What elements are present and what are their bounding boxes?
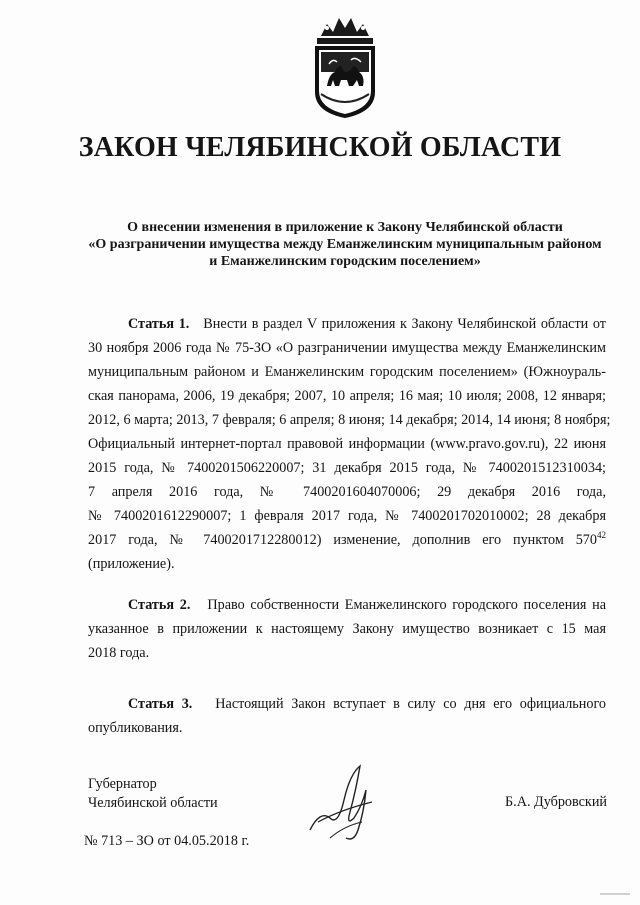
subject-line: и Еманжелинским городским поселением» xyxy=(209,254,481,269)
article-line: Официальный интернет-портал правовой информации (www.pravo.gov.ru), 22 июня xyxy=(88,436,606,452)
article-text: 2017 года, № 7400201712280012) изменение, дополнив его пунктом 570 xyxy=(88,532,597,548)
article-line xyxy=(88,312,606,336)
article-heading: Статья 2. xyxy=(128,597,191,613)
scan-artifact xyxy=(600,893,630,895)
chelyabinsk-coat-of-arms-icon xyxy=(307,14,383,120)
article-text: Право собственности Еманжелинского городского поселения на xyxy=(207,597,606,613)
article-2 xyxy=(88,593,606,665)
article-line: 2012, 6 марта; 2013, 7 февраля; 6 апреля; 8 июня; 14 декабря; 2014, 14 июня; 8 ноября; xyxy=(88,412,611,428)
article-text: Настоящий Закон вступает в силу со дня его официального xyxy=(215,696,607,712)
governor-name: Б.А. Дубровский xyxy=(505,794,608,810)
article-line: 30 ноября 2006 года № 75-ЗО «О разграничении имущества между Еманжелинским xyxy=(88,340,606,356)
article-line: 2018 года. xyxy=(88,645,150,661)
article-line: муниципальным районом и Еманжелинским городским поселением» (Южноураль- xyxy=(88,364,606,380)
article-heading: Статья 3. xyxy=(128,696,193,712)
governor-title-line: Челябинской области xyxy=(88,795,218,811)
article-heading: Статья 1. xyxy=(128,316,190,332)
article-line: опубликования. xyxy=(88,720,183,736)
subject-line: «О разграничении имущества между Еманжелинским муниципальным районом xyxy=(88,237,602,252)
article-line: 2015 года, № 7400201506220007; 31 декабря 2015 года, № 7400201512310034; xyxy=(88,460,606,476)
handwritten-signature-icon xyxy=(300,760,390,850)
subject-line: О внесении изменения в приложение к Закону Челябинской области xyxy=(127,220,563,235)
governor-title-line: Губернатор xyxy=(88,776,157,792)
article-line: указанное в приложении к настоящему Закону имущество возникает с 15 мая xyxy=(88,621,606,637)
article-line: 7 апреля 2016 года, № 7400201604070006; 29 декабря 2016 года, xyxy=(88,484,606,500)
article-line: (приложение). xyxy=(88,556,175,572)
governor-title xyxy=(88,775,218,813)
article-3 xyxy=(88,692,606,740)
law-subject xyxy=(70,219,620,270)
article-1 xyxy=(88,312,611,576)
article-line xyxy=(88,528,606,552)
law-title: ЗАКОН ЧЕЛЯБИНСКОЙ ОБЛАСТИ xyxy=(78,132,562,163)
article-line xyxy=(88,593,606,617)
article-line xyxy=(88,692,606,716)
article-text: Внести в раздел V приложения к Закону Челябинской области от xyxy=(203,316,607,332)
registration-number: № 713 – ЗО от 04.05.2018 г. xyxy=(84,833,250,849)
article-line: ская панорама, 2006, 19 декабря; 2007, 10 апреля; 16 мая; 10 июля; 2008, 12 января; xyxy=(88,388,606,404)
article-line: № 7400201612290007; 1 февраля 2017 года, № 7400201702010002; 28 декабря xyxy=(88,508,606,524)
superscript: 42 xyxy=(597,530,606,540)
